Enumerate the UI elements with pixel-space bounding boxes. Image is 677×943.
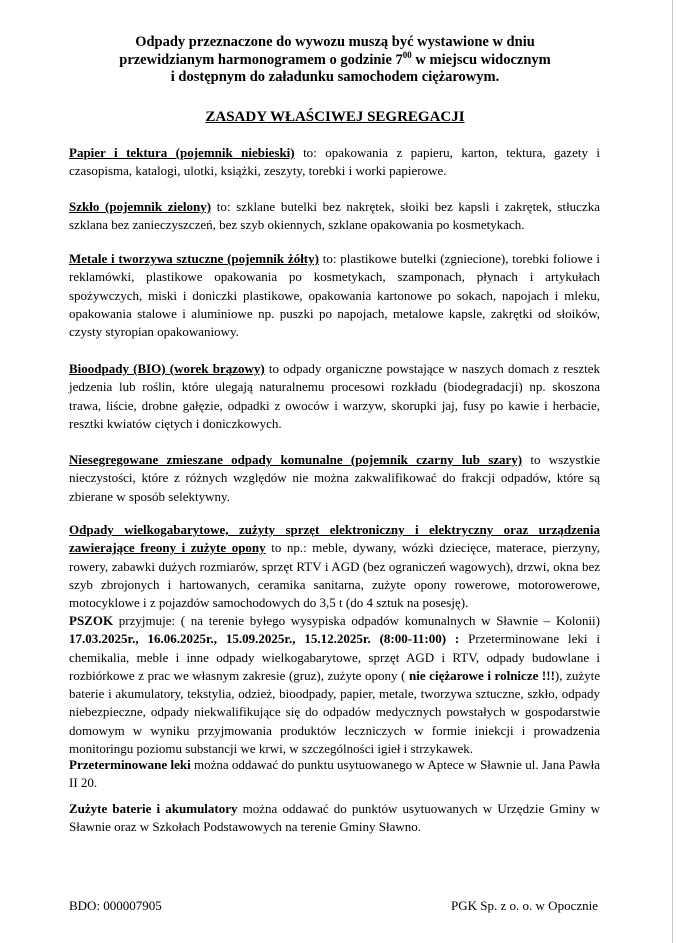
section-glass xyxy=(69,198,600,235)
pszok-note: nie ciężarowe i rolnicze !!! xyxy=(409,667,555,683)
section-mixed xyxy=(69,451,600,506)
section-heading: Metale i tworzywa sztuczne (pojemnik żółty) xyxy=(69,251,319,266)
pszok-text-cont: ), zużyte baterie i akumulatory, tekstylia, odzież, bioodpady, papier, metale, tworzywa sztuczne, szkło, odpady niebezpieczne, odpady niekwalifikujące się do odpadów medycznych powstałych w gospodarstwie domowym w wyniku przyjmowania produktów leczniczych w formie iniekcji i prowadzenia monitoringu poziomu substancji we krwi, w szczególności igieł i strzykawek. xyxy=(69,667,600,757)
section-batteries xyxy=(69,800,600,837)
section-text: to odpady organiczne powstające w naszych domach z resztek jedzenia lub roślin, które ulegają naturalnemu procesowi rozkładu (biodegradacji) np. skoszona trawa, liście, drobne gałęzie, odpadki z owoców i warzyw, skorupki jaj, fusy po kawie i herbacie, resztki kwiatów ciętych i doniczkowych. xyxy=(69,361,600,431)
page-title: ZASADY WŁAŚCIWEJ SEGREGACJI xyxy=(205,109,465,125)
pszok-dates: 17.03.2025r., 16.06.2025r., 15.09.2025r., 15.12.2025r. (8:00-11:00) : xyxy=(69,631,460,647)
pszok-label: PSZOK xyxy=(69,613,114,628)
section-text: to: plastikowe butelki (zgniecione), torebki foliowe i reklamówki, plastikowe opakowania po kosmetykach, szamponach, płynach i artykułach spożywczych, miski i doniczki plastikowe, opakowania kartonowe po sokach, napojach i mleku, opakowania stalowe i aluminiowe np. puszki po napojach, metalowe kapsle, zakrętki od słoików, czysty styropian opakowaniowy. xyxy=(69,251,600,340)
section-text: to: szklane butelki bez nakrętek, słoiki bez kapsli i zakrętek, stłuczka szklana bez zanieczyszczeń, bez szyb okiennych, szklane opakowania po kosmetykach. xyxy=(69,199,600,233)
hour-superscript: 00 xyxy=(402,49,412,60)
pszok-text: Przeterminowane leki i chemikalia, meble i inne odpady wielkogabarytowe, sprzęt AGD i RTV, odpady budowlane i rozbiórkowe z prac we własnym zakresie (gruz), zużyte opony ( xyxy=(69,631,600,683)
section-text: to: opakowania z papieru, karton, tektura, gazety i czasopisma, katalogi, ulotki, książki, zeszyty, torebki i worki papierowe. xyxy=(69,145,600,179)
page-edge-divider xyxy=(672,0,673,943)
batteries-text: można oddawać do punktów usytuowanych w Urzędzie Gminy w Sławnie oraz w Szkołach Podstawowych na terenie Gminy Sławno. xyxy=(69,801,601,835)
section-text: to np.: meble, dywany, wózki dziecięce, materace, pierzyny, rowery, zabawki dużych rozmiarów, sprzęt RTV i AGD (bez ograniczeń wagowych), drzwi, okna bez szyb zbrojonych i hartowanych, ceramika sanitarna, zużyte opony rowerowe, motorowerowe, motocyklowe i z pojazdów samochodowych do 3,5 t (do 4 sztuk na posesję). xyxy=(69,540,600,611)
header-line-3: i dostępnym do załadunku samochodem ciężarowym. xyxy=(170,69,500,85)
section-bulky xyxy=(69,521,600,612)
footer-bdo: BDO: 000007905 xyxy=(69,898,162,913)
footer-company: PGK Sp. z o. o. w Opocznie xyxy=(451,898,598,913)
medicine-label: Przeterminowane leki xyxy=(69,757,191,772)
section-heading: Szkło (pojemnik zielony) xyxy=(69,199,212,214)
section-heading: Papier i tektura (pojemnik niebieski) xyxy=(69,145,295,160)
section-heading: Niesegregowane zmieszane odpady komunalne (pojemnik czarny lub szary) xyxy=(69,452,523,467)
section-text: to wszystkie nieczystości, które z różnych względów nie można zakwalifikować do frakcji odpadów, które są zbierane w sposób selektywny. xyxy=(69,452,600,504)
section-heading: Bioodpady (BIO) (worek brązowy) xyxy=(69,361,265,376)
section-pszok xyxy=(69,612,600,758)
section-metal-plastic xyxy=(69,250,600,341)
section-bio xyxy=(69,360,600,433)
batteries-label: Zużyte baterie i akumulatory xyxy=(69,801,238,816)
section-paper xyxy=(69,144,600,181)
medicine-text: można oddawać do punktu usytuowanego w Aptece w Sławnie ul. Jana Pawła II 20. xyxy=(69,757,601,791)
header-line-2: przewidzianym harmonogramem o godzinie $7^{00}$ w miejscu widocznym xyxy=(119,49,551,68)
header-line-1: Odpady przeznaczone do wywozu muszą być wystawione w dniu xyxy=(135,34,535,50)
section-heading: Odpady wielkogabarytowe, zużyty sprzęt elektroniczny i elektryczny oraz urządzenia zawierające freony i zużyte opony xyxy=(69,522,600,556)
header-notice xyxy=(70,34,600,87)
pszok-intro: przyjmuje: ( na terenie byłego wysypiska odpadów komunalnych w Sławnie – Kolonii) xyxy=(113,613,600,628)
section-expired-medicine xyxy=(69,756,600,793)
